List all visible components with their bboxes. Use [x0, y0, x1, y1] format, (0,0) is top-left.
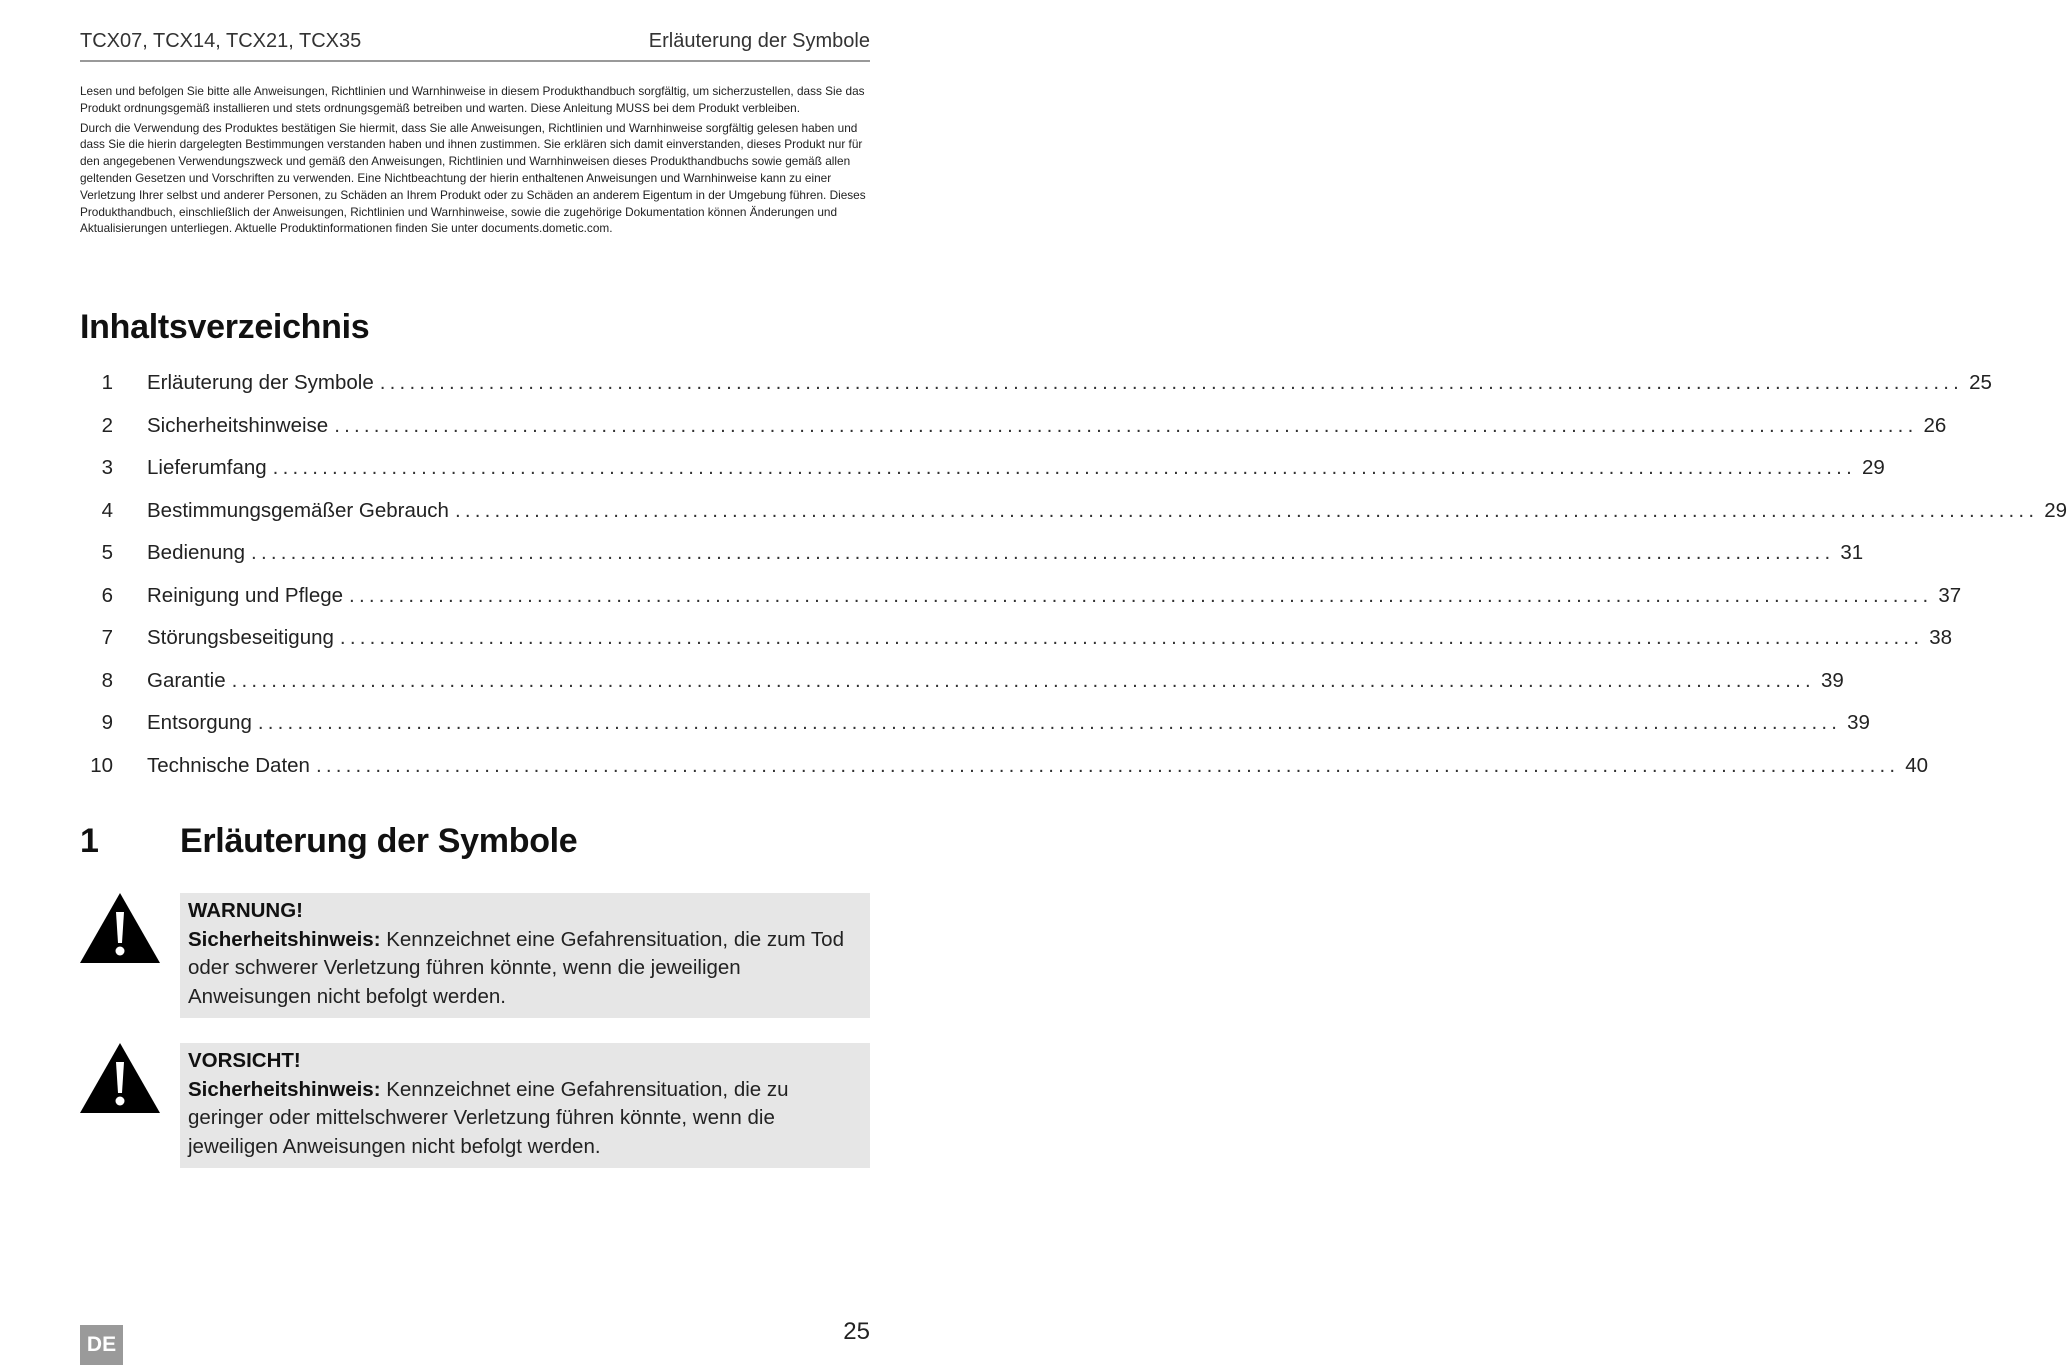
page-number: 25 [843, 1318, 870, 1345]
toc-entry[interactable] [80, 447, 1885, 490]
toc-entry-number: 1 [101, 371, 113, 395]
section-number: 1 [80, 822, 99, 860]
toc-entry-page: 38 [1929, 626, 1953, 650]
toc-entry-label: Störungsbeseitigung [147, 626, 334, 650]
toc-entry-number: 7 [101, 626, 113, 650]
toc-leader-dots: ................................................................................................................................................................ [339, 626, 1924, 650]
warning-notice-box [180, 893, 870, 1018]
toc-entry-label: Reinigung und Pflege [147, 583, 344, 607]
toc-entry-number: 4 [101, 498, 113, 522]
toc-entry-page: 25 [1969, 371, 1992, 395]
toc-entry-number: 8 [101, 668, 113, 692]
notice-text: Kennzeichnet eine Gefahrensituation, die zu geringer oder mittelschwerer Verletzung führen könnte, wenn die jeweiligen Anweisungen nicht befolgt werden. [188, 1077, 789, 1158]
toc-entry-label: Bestimmungsgemäßer Gebrauch [147, 498, 449, 522]
warning-triangle-icon [80, 893, 160, 963]
toc-entry[interactable] [80, 575, 1962, 618]
toc-leader-dots: ................................................................................................................................................................ [251, 541, 1835, 565]
toc-entry-number: 3 [101, 456, 113, 480]
toc-entry-label: Sicherheitshinweise [147, 413, 329, 437]
toc-entry-label: Entsorgung [147, 711, 252, 735]
toc-entry[interactable] [80, 745, 1929, 788]
toc-leader-dots: ................................................................................................................................................................ [231, 668, 1815, 692]
caution-notice-box [180, 1043, 870, 1168]
toc-entry-page: 40 [1905, 753, 1929, 777]
toc-entry-page: 29 [1861, 456, 1885, 480]
toc-leader-dots: ................................................................................................................................................................ [454, 498, 2039, 522]
toc-entry-label: Lieferumfang [147, 456, 267, 480]
intro-paragraph: Lesen und befolgen Sie bitte alle Anweisungen, Richtlinien und Warnhinweise in diesem Produkthandbuch sorgfältig, um sicherzustellen, dass Sie das Produkt ordnungsgemäß installieren und stets ordnungsgemäß betreiben und warten. Diese Anleitung MUSS bei dem Produkt verbleiben. [80, 84, 865, 115]
toc-entry[interactable] [80, 362, 1992, 405]
language-badge: DE [80, 1325, 123, 1365]
notice-text: Kennzeichnet eine Gefahrensituation, die zum Tod oder schwerer Verletzung führen könnte, wenn die jeweiligen Anweisungen nicht befolgt werden. [188, 927, 844, 1008]
header-section: Erläuterung der Symbole [648, 30, 870, 52]
toc-leader-dots: ................................................................................................................................................................ [334, 413, 1918, 437]
page-header [80, 30, 870, 62]
toc-entry-label: Erläuterung der Symbole [147, 371, 374, 395]
header-models: TCX07, TCX14, TCX21, TCX35 [80, 30, 362, 52]
toc-entry-label: Bedienung [147, 541, 246, 565]
notice-lead: Sicherheitshinweis: [188, 927, 381, 951]
toc-leader-dots: ................................................................................................................................................................ [272, 456, 1856, 480]
toc-entry-label: Garantie [147, 668, 226, 692]
notice-lead: Sicherheitshinweis: [188, 1077, 381, 1101]
toc-entry-label: Technische Daten [147, 753, 310, 777]
warning-triangle-icon [80, 1043, 160, 1113]
toc-entry[interactable] [80, 490, 2067, 533]
toc-entry-page: 29 [2044, 498, 2067, 522]
intro-paragraph: Durch die Verwendung des Produktes bestätigen Sie hiermit, dass Sie alle Anweisungen, Richtlinien und Warnhinweise sorgfältig gelesen haben und dass Sie die hierin dargelegten Bestimmungen verstanden haben und ihnen zustimmen. Sie erklären sich damit einverstanden, dieses Produkt nur für den angegebenen Verwendungszweck und gemäß den Anweisungen, Richtlinien und Warnhinweisen dieses Produkthandbuchs sowie gemäß allen geltenden Gesetzen und Vorschriften zu verwenden. Eine Nichtbeachtung der hierin enthaltenen Anweisungen und Warnhinweise kann zu einer Verletzung Ihrer selbst und anderer Personen, zu Schäden an Ihrem Produkt oder zu Schäden an anderem Eigentum in der Umgebung führen. Dieses Produkthandbuch, einschließlich der Anweisungen, Richtlinien und Warnhinweise, sowie die zugehörige Dokumentation können Änderungen und Aktualisierungen unterliegen. Aktuelle Produktinformationen finden Sie unter documents.dometic.com. [80, 120, 866, 236]
toc-entry-number: 2 [101, 413, 113, 437]
toc-entry-page: 31 [1840, 541, 1864, 565]
toc-entry-number: 6 [101, 583, 113, 607]
notice-title: VORSICHT! [188, 1049, 301, 1072]
toc-entry[interactable] [80, 702, 1870, 745]
table-of-contents [80, 362, 2067, 787]
toc-entry-page: 39 [1820, 668, 1844, 692]
intro-text [80, 83, 870, 240]
section-title: Erläuterung der Symbole [180, 822, 578, 860]
toc-title: Inhaltsverzeichnis [80, 308, 370, 346]
toc-leader-dots: ................................................................................................................................................................ [315, 753, 1900, 777]
toc-entry[interactable] [80, 617, 1953, 660]
toc-entry-page: 37 [1938, 583, 1962, 607]
toc-entry-number: 9 [101, 711, 113, 735]
toc-entry-page: 26 [1923, 413, 1947, 437]
toc-entry-number: 10 [90, 753, 113, 777]
toc-leader-dots: ................................................................................................................................................................ [349, 583, 1933, 607]
section-heading [80, 822, 870, 861]
toc-entry[interactable] [80, 532, 1864, 575]
toc-entry-number: 5 [101, 541, 113, 565]
toc-entry[interactable] [80, 405, 1947, 448]
toc-leader-dots: ................................................................................................................................................................ [379, 371, 1964, 395]
notice-title: WARNUNG! [188, 899, 304, 922]
toc-entry-page: 39 [1847, 711, 1870, 735]
toc-leader-dots: ................................................................................................................................................................ [257, 711, 1842, 735]
toc-entry[interactable] [80, 660, 1844, 703]
